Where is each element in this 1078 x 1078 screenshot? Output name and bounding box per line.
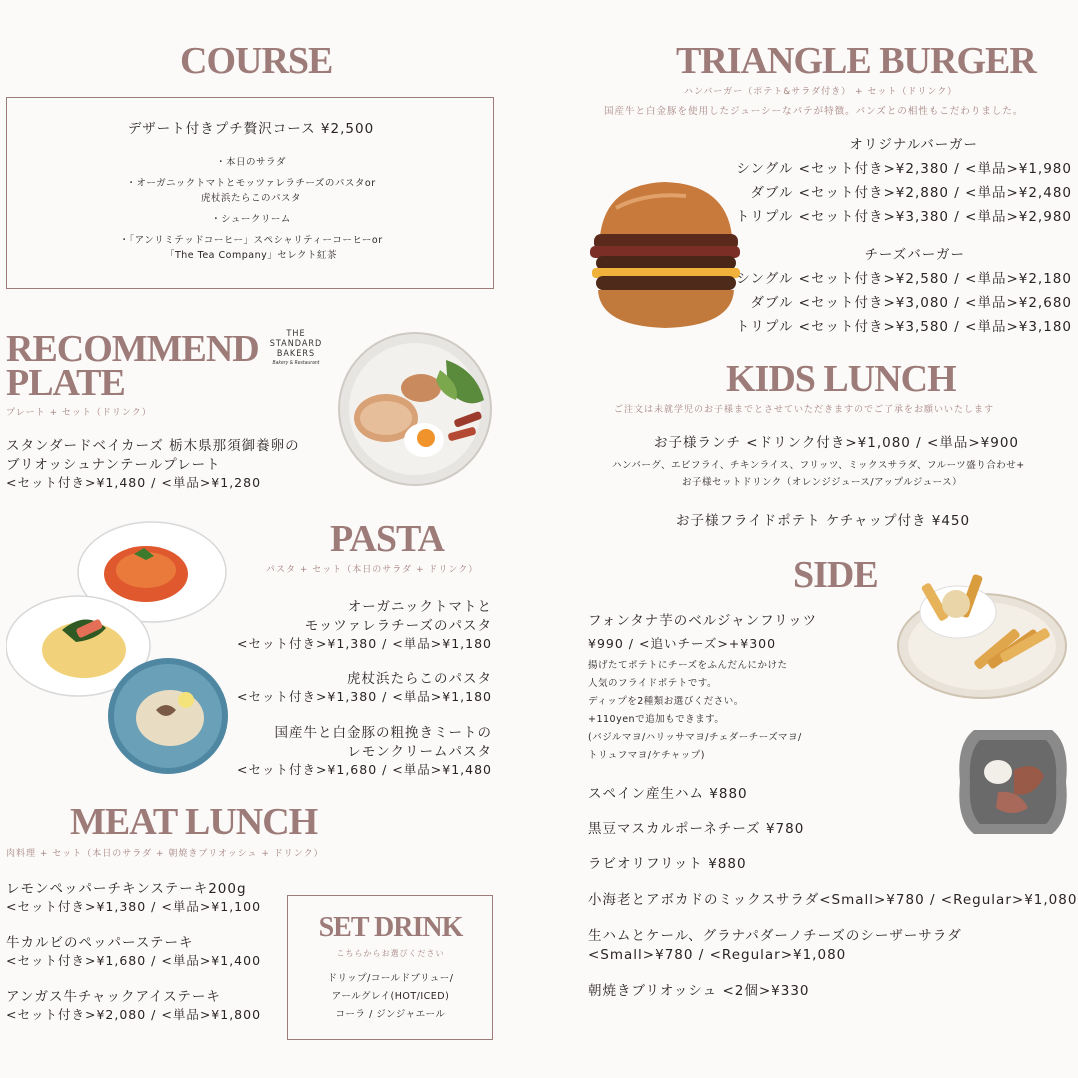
pasta-item-price: <セット付き>¥1,680 / <単品>¥1,480: [236, 762, 492, 777]
meat-item-price: <セット付き>¥2,080 / <単品>¥1,800: [6, 1007, 262, 1022]
recommend-item-line1: スタンダードベイカーズ 栃木県那須御養卵の: [6, 438, 300, 454]
drink-line: ドリップ/コールドブリュー/: [327, 973, 454, 984]
course-item: ・シュークリーム: [211, 214, 291, 225]
meat-heading: MEAT LUNCH: [70, 801, 318, 843]
fries-photo: [896, 556, 1074, 702]
side-item: 小海老とアボカドのミックスサラダ<Small>¥780 / <Regular>¥1,080: [588, 892, 1078, 908]
pasta-item-name: オーガニックトマトと: [347, 599, 492, 615]
standard-bakers-logo: [256, 330, 336, 367]
pasta-item-name: モッツァレラチーズのパスタ: [304, 618, 492, 634]
ham-photo: [954, 724, 1072, 840]
plate-photo: [336, 330, 494, 488]
burger-cheese-title: チーズバーガー: [864, 247, 965, 263]
drink-heading: SET DRINK: [318, 912, 463, 943]
brand-line: THE: [286, 329, 306, 339]
burger-description: 国産牛と白金豚を使用したジューシーなパテが特徴。バンズとの相性もこだわりました。: [604, 106, 1024, 117]
fries-description: 人気のフライドポテトです。: [588, 678, 717, 689]
kids-description: ハンバーグ、エビフライ、チキンライス、フリッツ、ミックスサラダ、フルーツ盛り合わせ+: [612, 460, 1025, 471]
side-caesar-price: <Small>¥780 / <Regular>¥1,080: [588, 947, 847, 963]
drink-line: コーラ / ジンジャエール: [335, 1009, 446, 1020]
side-item: 黒豆マスカルポーネチーズ ¥780: [588, 821, 805, 837]
pasta-item-name: レモンクリームパスタ: [347, 744, 492, 760]
side-item: スペイン産生ハム ¥880: [588, 786, 748, 802]
burger-price-row: シングル <セット付き>¥2,580 / <単品>¥2,180: [736, 271, 1072, 287]
fries-description: トリュフマヨ/ケチャップ): [588, 750, 705, 761]
brand-script: Bakery & Restaurant: [272, 359, 320, 366]
burger-price-row: トリプル <セット付き>¥3,580 / <単品>¥3,180: [735, 319, 1072, 335]
pasta-item-price: <セット付き>¥1,380 / <単品>¥1,180: [236, 689, 492, 704]
recommend-item-line2: ブリオッシュナンテールプレート: [6, 457, 221, 473]
kids-item: お子様ランチ <ドリンク付き>¥1,080 / <単品>¥900: [654, 435, 1019, 451]
recommend-sub: プレート + セット（ドリンク）: [6, 408, 152, 418]
recommend-heading-line1: RECOMMEND: [6, 328, 259, 370]
fries-description: +110yenで追加もできます。: [588, 714, 725, 725]
burger-price-row: シングル <セット付き>¥2,380 / <単品>¥1,980: [736, 161, 1072, 177]
drink-sub: こちらからお選びください: [336, 949, 445, 958]
side-item: ラビオリフリット ¥880: [588, 856, 747, 872]
meat-item-name: レモンペッパーチキンステーキ200g: [6, 881, 247, 897]
meat-item-name: アンガス牛チャックアイステーキ: [6, 989, 221, 1005]
pasta-item-name: 国産牛と白金豚の粗挽きミートの: [274, 725, 492, 741]
fries-description: 揚げたてポテトにチーズをふんだんにかけた: [588, 660, 788, 671]
brand-line: STANDARD: [269, 338, 323, 349]
course-item: ・「アンリミテッドコーヒー」スペシャリティーコーヒーor: [119, 235, 383, 246]
kids-sub: ご注文は未就学児のお子様までとさせていただきますのでご了承をお願いいたします: [614, 405, 995, 415]
side-heading: SIDE: [793, 554, 878, 596]
side-brioche: 朝焼きブリオッシュ <2個>¥330: [588, 983, 810, 999]
course-title: デザート付きプチ贅沢コース ¥2,500: [127, 121, 375, 137]
kids-heading: KIDS LUNCH: [726, 358, 956, 400]
side-caesar-name: 生ハムとケール、グラナパダーノチーズのシーザーサラダ: [588, 928, 962, 944]
fries-price: ¥990 / <追いチーズ>+¥300: [588, 636, 777, 651]
burger-price-row: トリプル <セット付き>¥3,380 / <単品>¥2,980: [735, 209, 1072, 225]
pasta-item-price: <セット付き>¥1,380 / <単品>¥1,180: [236, 636, 492, 651]
recommend-price: <セット付き>¥1,480 / <単品>¥1,280: [6, 475, 262, 490]
recommend-heading-line2: PLATE: [6, 362, 125, 404]
pasta-sub: パスタ + セット（本日のサラダ + ドリンク）: [266, 565, 479, 575]
meat-item-price: <セット付き>¥1,680 / <単品>¥1,400: [6, 953, 262, 968]
burger-original-title: オリジナルバーガー: [849, 137, 978, 153]
burger-price-row: ダブル <セット付き>¥2,880 / <単品>¥2,480: [750, 185, 1072, 201]
drink-line: アールグレイ(HOT/ICED): [331, 991, 450, 1002]
meat-item-name: 牛カルビのペッパーステーキ: [6, 935, 194, 951]
course-item: 虎杖浜たらこのパスタ: [200, 193, 301, 204]
course-heading: COURSE: [180, 40, 333, 82]
burger-photo: [586, 178, 744, 330]
fries-description: ディップを2種類お選びください。: [588, 696, 744, 707]
course-item: ・本日のサラダ: [216, 157, 286, 168]
fries-name: フォンタナ芋のベルジャンフリッツ: [588, 613, 818, 629]
course-item: 「The Tea Company」セレクト紅茶: [164, 250, 338, 261]
fries-description: (バジルマヨ/ハリッサマヨ/チェダーチーズマヨ/: [588, 732, 802, 743]
meat-item-price: <セット付き>¥1,380 / <単品>¥1,100: [6, 899, 262, 914]
burger-sub: ハンバーガー（ポテト&サラダ付き） + セット（ドリンク）: [684, 87, 958, 97]
meat-sub: 肉料理 + セット（本日のサラダ + 朝焼きブリオッシュ + ドリンク）: [6, 849, 324, 859]
kids-potato: お子様フライドポテト ケチャップ付き ¥450: [676, 513, 971, 529]
pasta-photo: [6, 520, 228, 776]
kids-description: お子様セットドリンク（オレンジジュース/アップルジュース）: [682, 477, 963, 488]
pasta-item-name: 虎杖浜たらこのパスタ: [347, 671, 492, 687]
burger-heading: TRIANGLE BURGER: [676, 40, 1036, 82]
burger-price-row: ダブル <セット付き>¥3,080 / <単品>¥2,680: [750, 295, 1072, 311]
pasta-heading: PASTA: [330, 518, 444, 560]
course-item: ・オーガニックトマトとモッツァレラチーズのパスタor: [126, 178, 376, 189]
brand-line: BAKERS: [276, 348, 316, 359]
